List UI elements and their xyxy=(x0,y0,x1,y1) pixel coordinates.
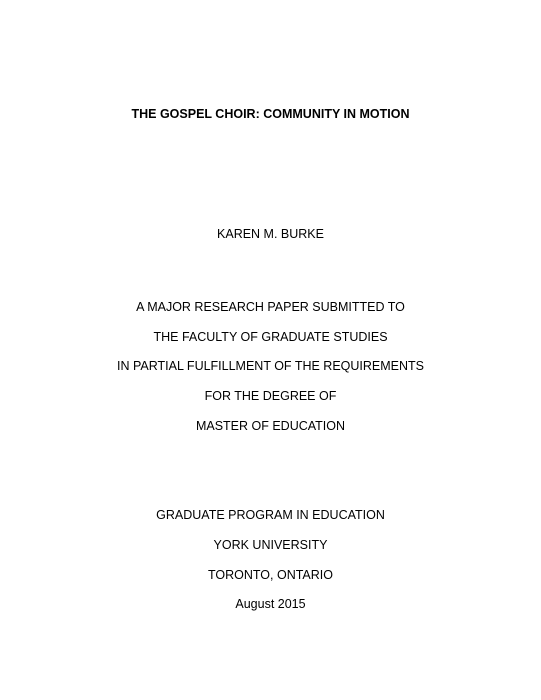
author-name: KAREN M. BURKE xyxy=(217,227,324,241)
degree-name: MASTER OF EDUCATION xyxy=(195,419,346,433)
submission-line-3: IN PARTIAL FULFILLMENT OF THE REQUIREMENTS xyxy=(117,359,424,373)
location: TORONTO, ONTARIO xyxy=(207,568,333,582)
submission-line-4: FOR THE DEGREE OF xyxy=(204,389,337,403)
graduate-program: GRADUATE PROGRAM IN EDUCATION xyxy=(156,508,385,522)
submission-line-2: THE FACULTY OF GRADUATE STUDIES xyxy=(153,330,388,344)
submission-line-1: A MAJOR RESEARCH PAPER SUBMITTED TO xyxy=(136,300,405,314)
paper-title: THE GOSPEL CHOIR: COMMUNITY IN MOTION xyxy=(131,107,410,121)
submission-date: August 2015 xyxy=(235,597,306,611)
university-name: YORK UNIVERSITY xyxy=(213,538,328,552)
